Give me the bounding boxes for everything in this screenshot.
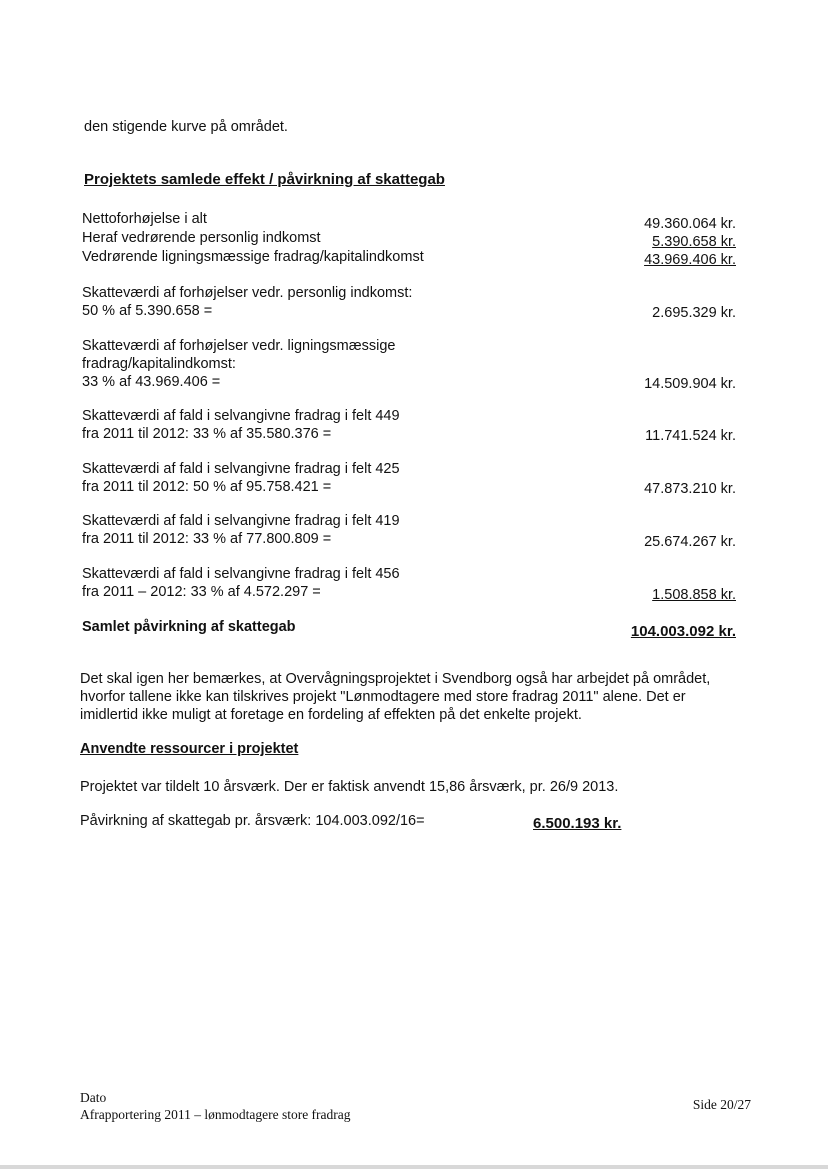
row-amount: 43.969.406 kr. [644,252,736,268]
row-label: fradrag/kapitalindkomst: [82,356,236,372]
row-amount: 11.741.524 kr. [645,428,736,444]
row-field-419 [82,512,400,548]
row-label: Skatteværdi af forhøjelser vedr. personlig indkomst: [82,285,413,301]
resources-text: Projektet var tildelt 10 årsværk. Der er faktisk anvendt 15,86 årsværk, pr. 26/9 2013. [80,779,619,795]
row-label: Skatteværdi af fald i selvangivne fradrag i felt 419 [82,513,400,529]
row-label: fra 2011 – 2012: 33 % af 4.572.297 = [82,584,321,600]
row-amount: 14.509.904 kr. [644,376,736,392]
footer-date-label: Dato [80,1090,107,1105]
row-label: Nettoforhøjelse i alt [82,211,207,227]
per-fte-amount: 6.500.193 kr. [533,815,622,832]
row-amount: 5.390.658 kr. [652,234,736,250]
row-label: 50 % af 5.390.658 = [82,303,213,319]
note-line: Det skal igen her bemærkes, at Overvågningsprojektet i Svendborg også har arbejdet på området, [80,671,711,687]
row-label: fra 2011 til 2012: 50 % af 95.758.421 = [82,479,332,495]
note-line: hvorfor tallene ikke kan tilskrives projekt "Lønmodtagere med store fradrag 2011" alene. Det er [80,689,686,705]
per-fte-label: Påvirkning af skattegab pr. årsværk: 104.003.092/16= [80,813,425,829]
row-amount: 49.360.064 kr. [644,216,736,232]
row-tax-value-personal [82,284,412,320]
row-label: fra 2011 til 2012: 33 % af 77.800.809 = [82,531,332,547]
row-amount: 47.873.210 kr. [644,481,736,497]
row-net-increase [82,210,207,228]
row-field-456 [82,565,400,601]
row-amount: 25.674.267 kr. [644,534,736,550]
note-paragraph [80,670,710,724]
row-label: Skatteværdi af forhøjelser vedr. ligningsmæssige [82,338,396,354]
row-field-425 [82,460,400,496]
resources-heading: Anvendte ressourcer i projektet [80,741,299,757]
row-deductions [82,248,424,266]
total-amount: 104.003.092 kr. [630,623,736,640]
row-tax-value-deductions [82,337,396,391]
intro-line: den stigende kurve på området. [84,119,288,135]
row-amount: 1.508.858 kr. [652,587,736,603]
section-title: Projektets samlede effekt / påvirkning af skattegab [84,171,445,188]
scan-edge [0,1165,828,1169]
row-personal-income [82,229,321,247]
footer-page-number: Side 20/27 [692,1097,751,1112]
total-row [82,618,296,636]
row-label: Skatteværdi af fald i selvangivne fradrag i felt 425 [82,461,400,477]
row-field-449 [82,407,400,443]
row-label: Heraf vedrørende personlig indkomst [82,230,321,246]
row-label: 33 % af 43.969.406 = [82,374,221,390]
note-line: imidlertid ikke muligt at foretage en fordeling af effekten på det enkelte projekt. [80,707,582,723]
footer-doc-title: Afrapportering 2011 – lønmodtagere store fradrag [80,1107,351,1122]
row-amount: 2.695.329 kr. [652,305,736,321]
row-label: Vedrørende ligningsmæssige fradrag/kapitalindkomst [82,249,424,265]
total-label: Samlet påvirkning af skattegab [82,619,296,635]
row-label: fra 2011 til 2012: 33 % af 35.580.376 = [82,426,332,442]
row-label: Skatteværdi af fald i selvangivne fradrag i felt 456 [82,566,400,582]
row-label: Skatteværdi af fald i selvangivne fradrag i felt 449 [82,408,400,424]
